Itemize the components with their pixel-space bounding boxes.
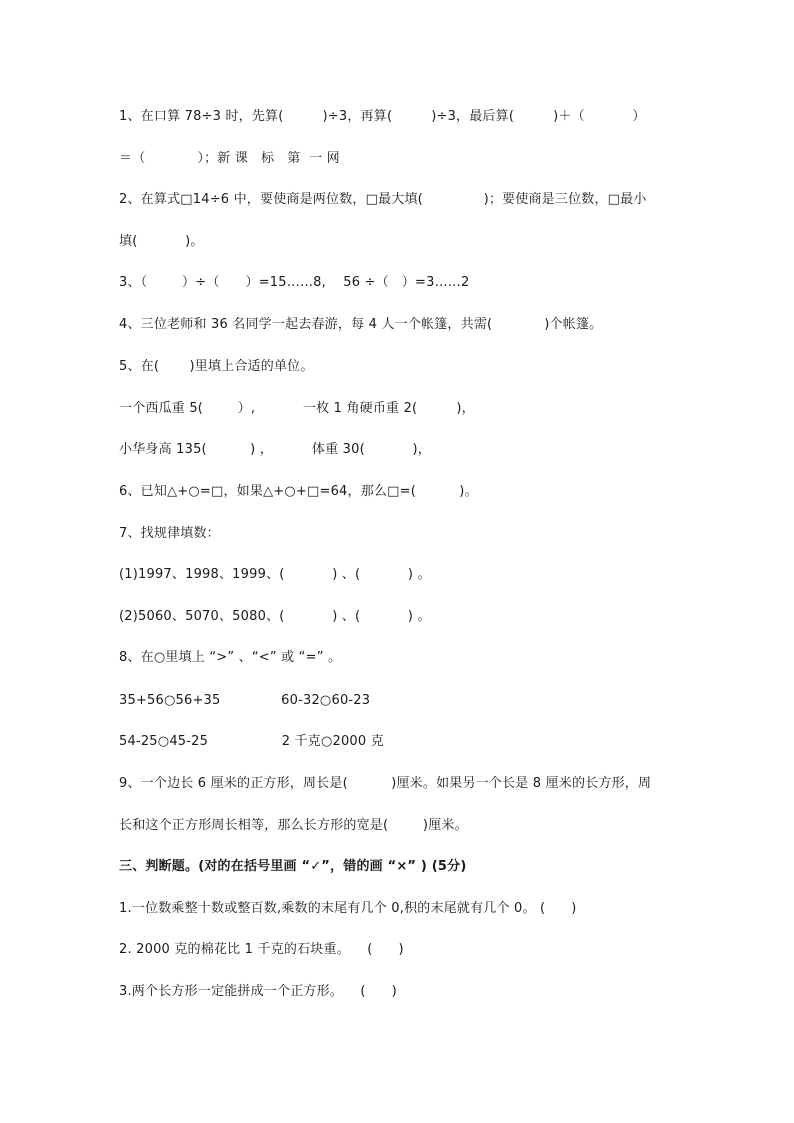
question-7-part-1: (1)1997、1998、1999、( ) 、( ) 。 (119, 567, 431, 582)
section-3-heading: 三、判断题。(对的在括号里画 “✓”，错的画 “×” ) (5分) (119, 859, 467, 874)
question-5-title: 5、在( )里填上合适的单位。 (119, 359, 314, 374)
question-5-row-2: 小华身高 135( ) ， 体重 30( )， (119, 442, 432, 457)
question-8-row-1: 35+56○56+35 60-32○60-23 (119, 693, 371, 708)
question-1-line-1: 1、在口算 78÷3 时，先算( )÷3，再算( )÷3，最后算( )＋（ ） (119, 109, 646, 124)
question-8-row-2: 54-25○45-25 2 千克○2000 克 (119, 734, 384, 749)
judgement-1: 1.一位数乘整十数或整百数,乘数的末尾有几个 0,积的末尾就有几个 0。 ( ) (119, 901, 577, 916)
question-2-line-2: 填( )。 (119, 234, 204, 249)
question-2-line-1: 2、在算式□14÷6 中，要使商是两位数，□最大填( )；要使商是三位数，□最小 (119, 192, 647, 207)
judgement-2: 2. 2000 克的棉花比 1 千克的石块重。 ( ) (119, 942, 404, 957)
question-9-line-1: 9、一个边长 6 厘米的正方形，周长是( )厘米。如果另一个长是 8 厘米的长方形，周 (119, 776, 652, 791)
judgement-3: 3.两个长方形一定能拼成一个正方形。 ( ) (119, 984, 397, 999)
question-6: 6、已知△+○=□，如果△+○+□=64，那么□=( )。 (119, 484, 478, 499)
question-5-row-1: 一个西瓜重 5( ）, 一枚 1 角硬币重 2( )， (119, 401, 475, 416)
question-4: 4、三位老师和 36 名同学一起去春游，每 4 人一个帐篷，共需( )个帐篷。 (119, 317, 603, 332)
question-9-line-2: 长和这个正方形周长相等，那么长方形的宽是( )厘米。 (119, 818, 468, 833)
question-7-title: 7、找规律填数： (119, 526, 220, 541)
question-3: 3、（ ）÷（ ）=15……8, 56 ÷（ ）=3……2 (119, 275, 470, 290)
question-8-title: 8、在○里填上 “>” 、“<” 或 “=” 。 (119, 650, 342, 665)
question-7-part-2: (2)5060、5070、5080、( ) 、( ) 。 (119, 609, 431, 624)
question-1-line-2: ＝（ ）；新 课 标 第 一 网 (119, 151, 340, 166)
